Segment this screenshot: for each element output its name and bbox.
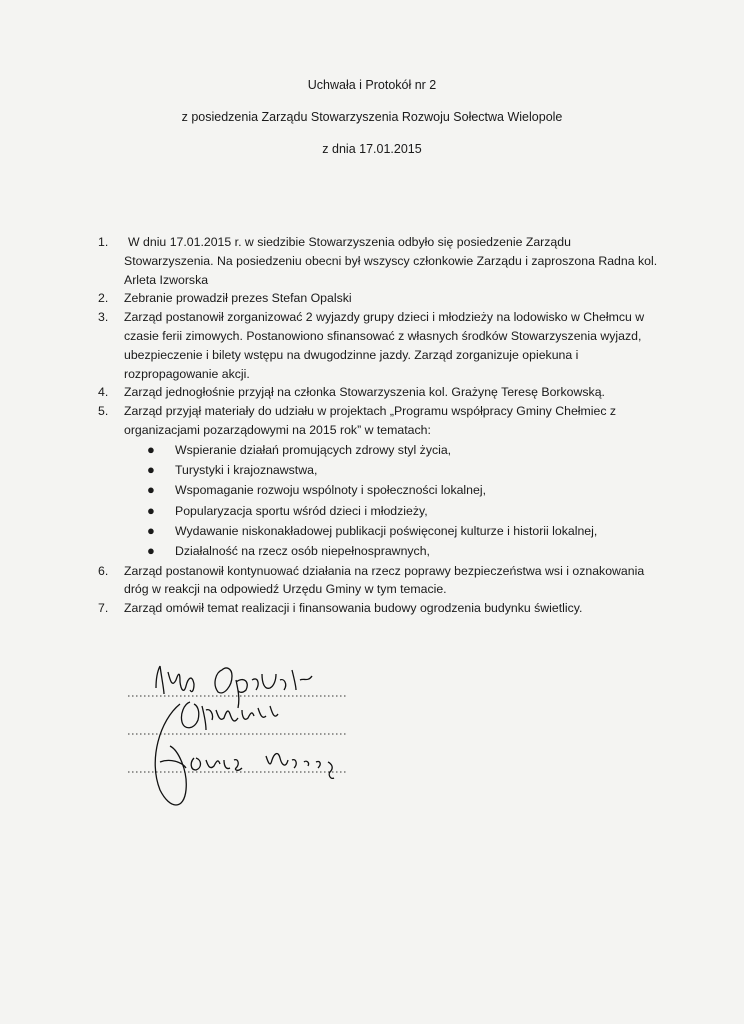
item-text: Zarząd omówił temat realizacji i finansowania budowy ogrodzenia budynku świetlicy. xyxy=(124,601,583,616)
topic-text: Wydawanie niskonakładowej publikacji poświęconej kulturze i historii lokalnej, xyxy=(175,523,598,538)
topic-item xyxy=(147,521,658,541)
bullet-icon: ● xyxy=(147,543,155,559)
topic-text: Wspomaganie rozwoju wspólnoty i społeczności lokalnej, xyxy=(175,483,486,498)
resolution-list xyxy=(98,233,658,618)
bullet-icon: ● xyxy=(147,522,155,538)
document-subtitle: z posiedzenia Zarządu Stowarzyszenia Rozwoju Sołectwa Wielopole xyxy=(181,110,563,124)
signature-block xyxy=(120,650,380,830)
item-number: 7. xyxy=(98,601,109,616)
topic-item xyxy=(147,541,658,561)
topic-item xyxy=(147,460,658,480)
topic-item xyxy=(147,480,658,500)
document-title: Uchwała i Protokół nr 2 xyxy=(307,78,437,92)
topic-item xyxy=(147,501,658,521)
item-text: Zebranie prowadził prezes Stefan Opalski xyxy=(124,291,352,306)
signature-stroke xyxy=(156,666,194,694)
topic-list xyxy=(124,440,658,562)
document-date: z dnia 17.01.2015 xyxy=(322,142,422,156)
item-text: Zarząd przyjął materiały do udziału w projektach „Programu współpracy Gminy Chełmiec z organizacjami pozarządowymi na 2015 rok” w tematach: xyxy=(124,404,617,437)
bullet-icon: ● xyxy=(147,441,155,457)
list-item xyxy=(98,402,658,561)
item-text: W dniu 17.01.2015 r. w siedzibie Stowarzyszenia odbyło się posiedzenie Zarządu Stowarzyszenia. Na posiedzeniu obecni był wszyscy członkowie Zarządu i zaproszona Radna kol. Arleta Izworska xyxy=(124,235,658,287)
signature-stroke xyxy=(215,668,312,708)
item-number: 2. xyxy=(98,291,109,306)
topic-text: Popularyzacja sportu wśród dzieci i młodzieży, xyxy=(175,503,428,518)
bullet-icon: ● xyxy=(147,502,155,518)
list-item xyxy=(98,562,658,600)
bullet-icon: ● xyxy=(147,482,155,498)
list-item xyxy=(98,233,658,289)
item-number: 3. xyxy=(98,310,109,325)
topic-text: Turystyki i krajoznawstwa, xyxy=(175,463,318,478)
list-item xyxy=(98,383,658,402)
item-text: Zarząd jednogłośnie przyjął na członka Stowarzyszenia kol. Grażynę Teresę Borkowską. xyxy=(124,385,605,400)
item-number: 1. xyxy=(98,235,109,249)
signature-stroke xyxy=(181,702,278,730)
topic-item xyxy=(147,440,658,460)
item-text: Zarząd postanowił kontynuować działania na rzecz poprawy bezpieczeństwa wsi i oznakowania dróg w reakcji na odpowiedź Urzędu Gminy w tym temacie. xyxy=(124,563,645,597)
topic-text: Działalność na rzecz osób niepełnosprawnych, xyxy=(175,544,430,559)
list-item xyxy=(98,599,658,618)
item-text: Zarząd postanowił zorganizować 2 wyjazdy grupy dzieci i młodzieży na lodowisko w Chełmcu w czasie ferii zimowych. Postanowiono sfinansować z własnych środków Stowarzyszenia wyjazd, ubezpieczenie i bilety wstępu na dwugodzinne jazdy. Zarząd zorganizuje opiekuna i rozpropagowanie akcji. xyxy=(124,310,645,381)
signature-image xyxy=(120,650,380,830)
list-item xyxy=(98,308,658,383)
list-item xyxy=(98,289,658,308)
item-number: 4. xyxy=(98,385,109,400)
topic-text: Wspieranie działań promujących zdrowy styl życia, xyxy=(175,442,452,457)
bullet-icon: ● xyxy=(147,462,155,478)
item-number: 5. xyxy=(98,404,109,419)
signature-stroke xyxy=(191,754,334,779)
item-number: 6. xyxy=(98,563,109,578)
